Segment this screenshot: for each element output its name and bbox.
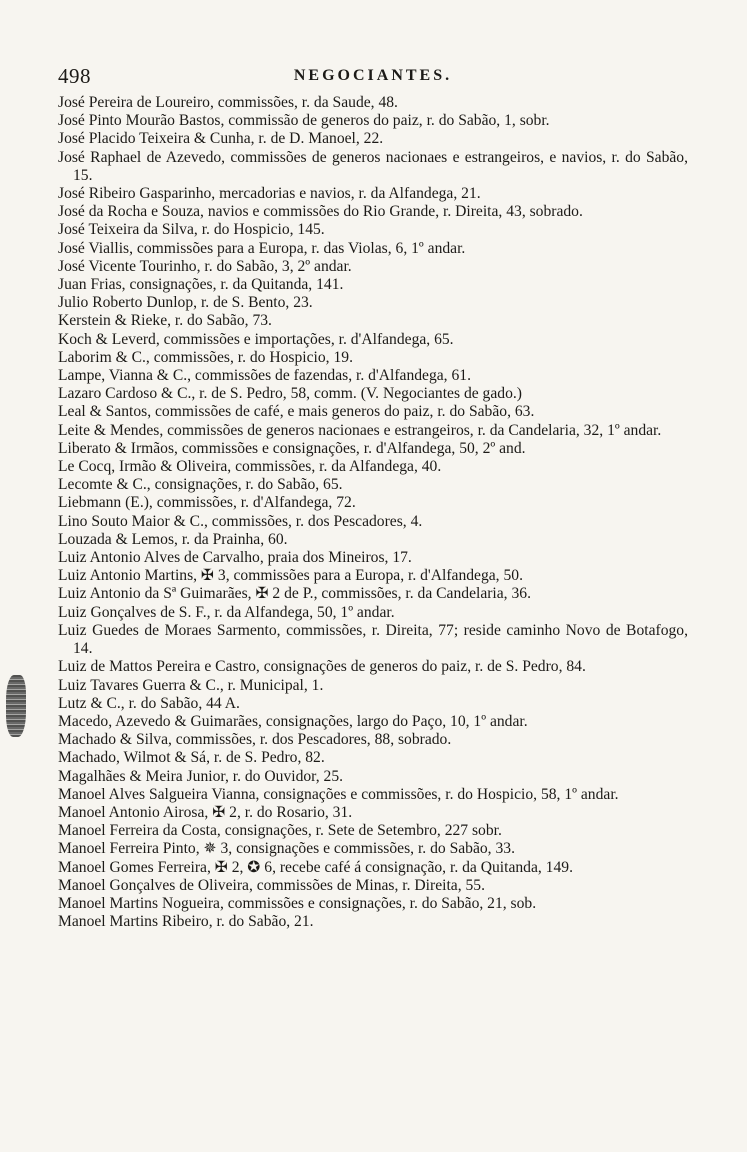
merchant-entry: Manoel Ferreira Pinto, ✵ 3, consignações e commissões, r. do Sabão, 33. bbox=[58, 840, 515, 858]
page-number: 498 bbox=[58, 64, 91, 88]
merchant-entry: Luiz Antonio da Sª Guimarães, ✠ 2 de P., commissões, r. da Candelaria, 36. bbox=[58, 585, 531, 603]
merchant-entry: José Pinto Mourão Bastos, commissão de generos do paiz, r. do Sabão, 1, sobr. bbox=[58, 112, 550, 130]
merchant-entry: Lino Souto Maior & C., commissões, r. dos Pescadores, 4. bbox=[58, 512, 423, 530]
merchant-entry: Lutz & C., r. do Sabão, 44 A. bbox=[58, 694, 240, 712]
merchant-entry: José da Rocha e Souza, navios e commissões do Rio Grande, r. Direita, 43, sobrado. bbox=[58, 203, 583, 221]
merchant-entry: José Pereira de Loureiro, commissões, r. da Saude, 48. bbox=[58, 94, 398, 111]
directory-page bbox=[58, 64, 688, 931]
merchant-entry: Liberato & Irmãos, commissões e consignações, r. d'Alfandega, 50, 2º and. bbox=[58, 439, 526, 457]
merchant-entry: José Teixeira da Silva, r. do Hospicio, 145. bbox=[58, 221, 325, 239]
merchant-entry: Luiz Antonio Martins, ✠ 3, commissões para a Europa, r. d'Alfandega, 50. bbox=[58, 567, 523, 585]
merchant-entry: Luiz Tavares Guerra & C., r. Municipal, 1. bbox=[58, 676, 324, 694]
merchant-entry: Juan Frias, consignações, r. da Quitanda, 141. bbox=[58, 276, 344, 294]
merchant-entry: Leal & Santos, commissões de café, e mais generos do paiz, r. do Sabão, 63. bbox=[58, 403, 535, 421]
merchant-entry: Koch & Leverd, commissões e importações, r. d'Alfandega, 65. bbox=[58, 330, 454, 348]
merchant-entry: Liebmann (E.), commissões, r. d'Alfandega, 72. bbox=[58, 494, 356, 512]
merchant-entry: Manoel Gonçalves de Oliveira, commissões de Minas, r. Direita, 55. bbox=[58, 876, 485, 894]
merchant-entry: Julio Roberto Dunlop, r. de S. Bento, 23. bbox=[58, 294, 313, 312]
page-header bbox=[58, 64, 688, 94]
merchant-entry: Lampe, Vianna & C., commissões de fazendas, r. d'Alfandega, 61. bbox=[58, 367, 471, 385]
merchant-entry: José Placido Teixeira & Cunha, r. de D. Manoel, 22. bbox=[58, 130, 384, 148]
merchant-entry: Magalhães & Meira Junior, r. do Ouvidor, 25. bbox=[58, 767, 344, 785]
merchant-entry: José Ribeiro Gasparinho, mercadorias e navios, r. da Alfandega, 21. bbox=[58, 185, 481, 203]
merchant-entry: José Viallis, commissões para a Europa, r. das Violas, 6, 1º andar. bbox=[58, 239, 466, 257]
merchant-entry: Luiz de Mattos Pereira e Castro, consignações de generos do paiz, r. de S. Pedro, 84. bbox=[58, 658, 586, 676]
merchant-entry: Manoel Ferreira da Costa, consignações, r. Sete de Setembro, 227 sobr. bbox=[58, 822, 502, 840]
merchant-entry: Luiz Guedes de Moraes Sarmento, commissões, r. Direita, 77; reside caminho Novo de Botafogo, 14. bbox=[58, 621, 688, 658]
merchant-entry: Manoel Gomes Ferreira, ✠ 2, ✪ 6, recebe café á consignação, r. da Quitanda, 149. bbox=[58, 858, 573, 876]
merchant-entry: Leite & Mendes, commissões de generos nacionaes e estrangeiros, r. da Candelaria, 32, 1º andar. bbox=[58, 421, 662, 439]
merchant-entry: Louzada & Lemos, r. da Prainha, 60. bbox=[58, 530, 288, 548]
merchant-entry: Manoel Martins Nogueira, commissões e consignações, r. do Sabão, 21, sob. bbox=[58, 894, 537, 912]
merchant-entry: Macedo, Azevedo & Guimarães, consignações, largo do Paço, 10, 1º andar. bbox=[58, 712, 528, 730]
merchant-entry: Luiz Antonio Alves de Carvalho, praia dos Mineiros, 17. bbox=[58, 549, 412, 567]
merchant-entry: Lecomte & C., consignações, r. do Sabão, 65. bbox=[58, 476, 343, 494]
bookmark-strip-image bbox=[6, 675, 26, 737]
merchant-list bbox=[58, 94, 688, 931]
merchant-entry: José Vicente Tourinho, r. do Sabão, 3, 2º andar. bbox=[58, 257, 352, 275]
merchant-entry: José Raphael de Azevedo, commissões de generos nacionaes e estrangeiros, e navios, r. do Sabão, 15. bbox=[58, 148, 688, 184]
merchant-entry: Manoel Martins Ribeiro, r. do Sabão, 21. bbox=[58, 913, 314, 931]
merchant-entry: Kerstein & Rieke, r. do Sabão, 73. bbox=[58, 312, 272, 330]
merchant-entry: Le Cocq, Irmão & Oliveira, commissões, r. da Alfandega, 40. bbox=[58, 458, 442, 476]
merchant-entry: Lazaro Cardoso & C., r. de S. Pedro, 58, comm. (V. Negociantes de gado.) bbox=[58, 385, 522, 403]
merchant-entry: Laborim & C., commissões, r. do Hospicio, 19. bbox=[58, 348, 353, 366]
merchant-entry: Machado, Wilmot & Sá, r. de S. Pedro, 82. bbox=[58, 749, 325, 767]
merchant-entry: Manoel Antonio Airosa, ✠ 2, r. do Rosario, 31. bbox=[58, 803, 353, 821]
merchant-entry: Manoel Alves Salgueira Vianna, consignações e commissões, r. do Hospicio, 58, 1º andar. bbox=[58, 785, 619, 803]
merchant-entry: Machado & Silva, commissões, r. dos Pescadores, 88, sobrado. bbox=[58, 731, 452, 749]
running-head: NEGOCIANTES. bbox=[293, 67, 453, 84]
merchant-entry: Luiz Gonçalves de S. F., r. da Alfandega, 50, 1º andar. bbox=[58, 603, 395, 621]
